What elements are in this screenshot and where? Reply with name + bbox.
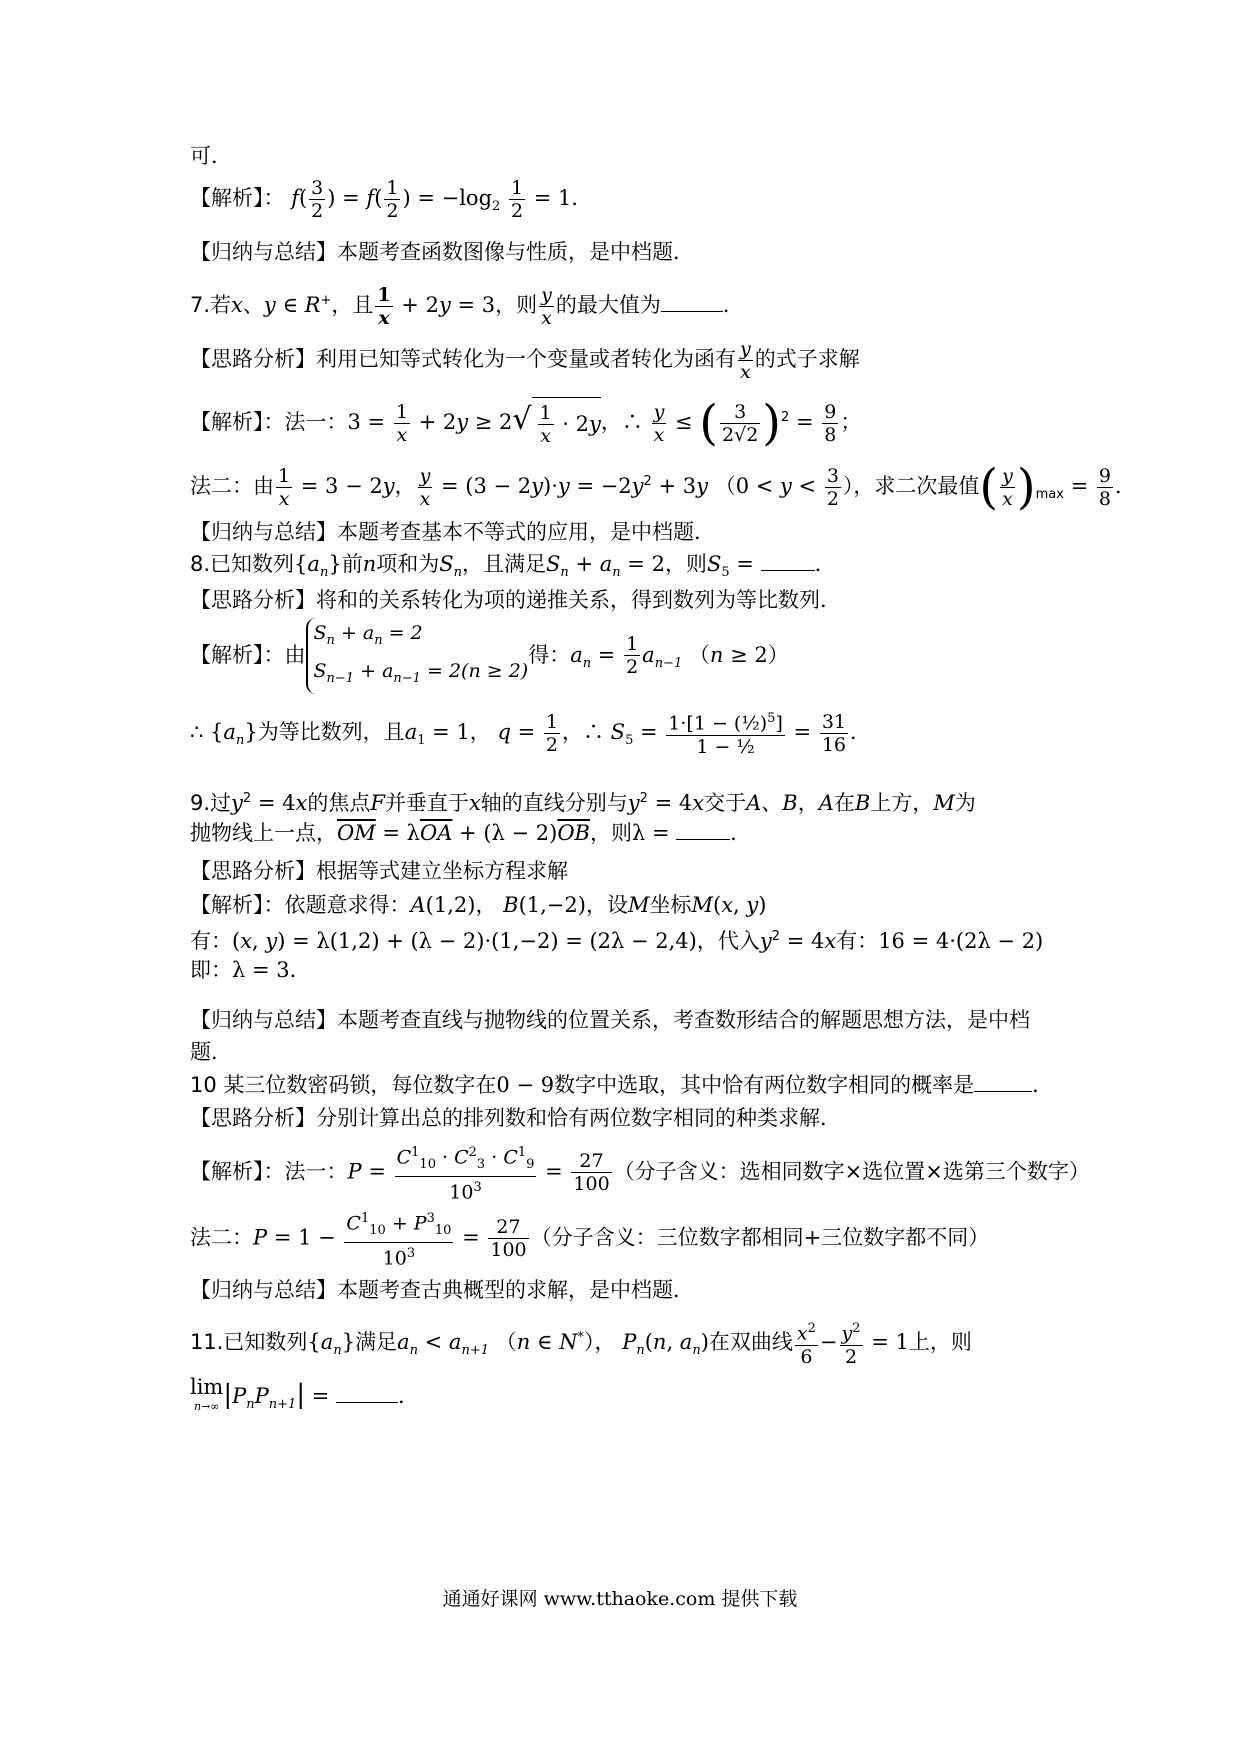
- solution-line: ∴ $\{a_n\}$为等比数列，且$a_1 = 1$， q = $\frac{1}{2}$ ，∴ $S_5$ = $\frac{1\cdot[1 - (\frac{1}{2})^5]}{\text{1 − ½}}$ = $\frac{31}{16}$ ．: [190, 692, 1050, 781]
- equation-system: $S_n + a_n = 2$ $S_{n-1} + a_{n-1} = 2(n \ge 2)$: [306, 618, 529, 694]
- solution-line: 即：λ = 3．: [190, 958, 311, 982]
- page-footer: 通通好课网 www.tthaoke.com 提供下载: [442, 1588, 798, 1610]
- solution-line: 法二：由 $\frac{1}{x}$ = 3 − 2y， $\frac{y}{x}$ = $(3 - 2y)\cdot y = -2y^2 + 3y$ （0 < y < $\frac{3}{2}$ ），求二次最值( $\frac{y}{x}$ )$_{max}$ = $\frac{9}{8}$ ．: [190, 459, 1136, 515]
- analysis-line: 【思路分析】利用已知等式转化为一个变量或者转化为函有 $\frac{y}{x}$ 的式子求解: [190, 337, 860, 383]
- solution-line: 【解析】： f( $\frac{3}{2}$ ) = f( $\frac{1}{2}$ ) = $-\log_2$ $\frac{1}{2}$ = 1．: [190, 176, 593, 222]
- answer-blank: [676, 821, 730, 840]
- analysis-line: 【思路分析】将和的关系转化为项的递推关系，得到数列为等比数列．: [190, 588, 841, 612]
- analysis-line: 【思路分析】根据等式建立坐标方程求解: [190, 859, 568, 883]
- answer-blank: [661, 293, 723, 312]
- answer-blank: [336, 1384, 398, 1403]
- solution-line: 法二：P = 1 − $\frac{C^1_{10} + P^3_{10}}{10^3}$ = $\frac{27}{100}$ （分子含义：三位数字都相同+三位数字都不同）: [190, 1208, 1050, 1269]
- text-line: 可．: [190, 144, 232, 168]
- solution-line: 【解析】：由 $S_n + a_n = 2$ $S_{n-1} + a_{n-1} = 2(n \ge 2)$ 得：$a_n$ = $\frac{1}{2}$ $a_{n-1}$ （n ≥ 2）: [190, 618, 1050, 694]
- analysis-line: 【思路分析】分别计算出总的排列数和恰有两位数字相同的种类求解．: [190, 1106, 841, 1130]
- summary-line: 【归纳与总结】本题考查基本不等式的应用，是中档题．: [190, 520, 715, 544]
- solution-line: 【解析】：法一：3 = $\frac{1}{x}$ + 2y ≥ 2√ $\frac{1}{x}$ · 2y，∴ $\frac{y}{x}$ ≤ ( $\frac{3}{2√2}$ )$^2$ = $\frac{9}{8}$ ；: [190, 395, 862, 451]
- problem-7: 7.若x、y ∈ R+，且 $\frac{1}{x}$ + 2y = 3，则 $\frac{y}{x}$ 的最大值为 ．: [190, 283, 744, 329]
- summary-line: 【归纳与总结】本题考查直线与抛物线的位置关系，考查数形结合的解题思想方法，是中档: [190, 1008, 1030, 1032]
- problem-8: 8.已知数列$\{a_n\}$前n项和为$S_n$，且满足$S_n + a_n = 2$，则$S_5$ = ．: [190, 552, 836, 581]
- answer-blank: [761, 552, 815, 571]
- problem-11-cont: lim n→∞ $|P_nP_{n+1}|$ = ．: [190, 1375, 420, 1413]
- problem-9-cont: 抛物线上一点，$\overline{OM} = \lambda\overline{OA} + (\lambda - 2)\overline{OB}$，则λ = ．: [190, 821, 752, 845]
- solution-line: 【解析】：法一：P = $\frac{C^1_{10} \cdot C^2_3 \cdot C^1_9}{10^3}$ = $\frac{27}{100}$ （分子含义：选相同数字×选位置×选第三个数字）: [190, 1142, 1050, 1203]
- summary-line: 题．: [190, 1040, 232, 1064]
- problem-11: 11.已知数列$\{a_n\}$满足$a_n < a_{n+1}$ （n ∈ N*）， $P_n(n$, $a_n$)在双曲线 $\frac{x^2}{6}$ − $\frac{y^2}{2}$ = 1上，则: [190, 1312, 1050, 1377]
- summary-line: 【归纳与总结】本题考查函数图像与性质，是中档题．: [190, 240, 694, 264]
- summary-line: 【归纳与总结】本题考查古典概型的求解，是中档题．: [190, 1278, 694, 1302]
- answer-blank: [974, 1073, 1032, 1092]
- problem-9: 9.过$y^2 = 4x$的焦点F并垂直于x轴的直线分别与$y^2 = 4x$交于A、B，A在B上方，M为: [190, 791, 976, 815]
- solution-line: 【解析】：依题意求得：A(1,2)， B(1,−2)，设M坐标M(x, y): [190, 893, 767, 917]
- formula: f: [291, 186, 299, 210]
- solution-line: 有：(x, y) = λ(1,2) + (λ − 2)·(1,−2) = (2λ − 2,4)，代入$y^2 = 4x$有：16 = 4·(2λ − 2): [190, 929, 1044, 953]
- problem-10: 10 某三位数密码锁，每位数字在0 − 9数字中选取，其中恰有两位数字相同的概率是 ．: [190, 1073, 1054, 1097]
